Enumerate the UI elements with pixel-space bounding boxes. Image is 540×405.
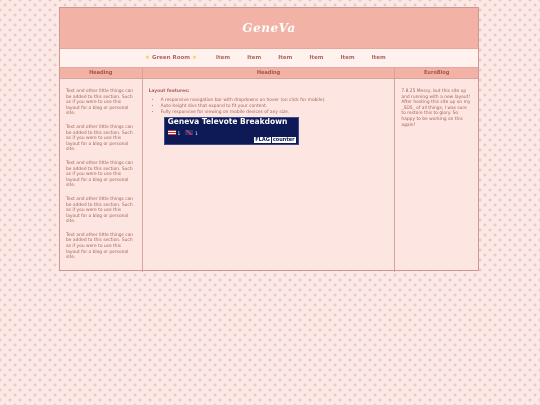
country-count: 1 xyxy=(177,131,181,136)
widget-title: Geneva Televote Breakdown xyxy=(167,117,288,126)
country-count: 1 xyxy=(195,131,198,136)
nav-item[interactable]: Item xyxy=(340,55,355,61)
nav-item[interactable]: Item xyxy=(371,55,386,61)
right-sidebar-heading: EuroBlog xyxy=(395,68,478,79)
flag-counter-suffix: counter xyxy=(272,137,295,143)
nav-home-label: Green Room xyxy=(151,55,190,61)
uk-flag-icon xyxy=(185,130,193,135)
euroblog-text: 7.8.25 Messy, but this site up and running with a new layout! After hosting this site up on my _SDS_ of all things, I was sure to restore this to glory. So happy to be working on this again! xyxy=(401,89,471,128)
us-flag-icon xyxy=(168,130,176,135)
sidebar-paragraph: Text and other little things can be added to this section. Such as if you were to use this layout for a blog or personal site. xyxy=(66,196,134,225)
sidebar-paragraph: Text and other little things can be added to this section. Such as if you were to use this layout for a blog or personal site. xyxy=(66,89,134,117)
content-columns xyxy=(60,68,478,272)
nav-home[interactable] xyxy=(143,55,199,61)
sidebar-paragraph: Text and other little things can be added to this section. Such as if you were to use this layout for a blog or personal site. xyxy=(66,124,134,153)
sidebar-paragraph: Text and other little things can be added to this section. Such as if you were to use this layout for a blog or personal site. xyxy=(66,160,134,189)
site-header xyxy=(60,8,478,49)
nav-item[interactable]: Item xyxy=(247,55,262,61)
sidebar-paragraph: Text and other little things can be added to this section. Such as if you were to use this layout for a blog or personal site. xyxy=(66,232,134,261)
country-entry xyxy=(168,130,181,137)
feature-item: • A responsive navigation bar with dropdowns on hover (on click for mobile). xyxy=(161,98,389,104)
nav-item[interactable]: Item xyxy=(278,55,293,61)
left-sidebar xyxy=(60,68,143,272)
right-sidebar xyxy=(395,68,478,272)
page-container xyxy=(59,7,479,271)
site-logo[interactable]: GeneVa xyxy=(242,21,296,35)
star-icon: ★ xyxy=(145,55,150,61)
feature-item: • Auto-height divs that expand to fit your content. xyxy=(161,104,389,110)
main-content xyxy=(143,68,396,272)
navigation-bar xyxy=(60,49,478,68)
flag-counter-prefix: FLAG xyxy=(255,137,270,143)
left-sidebar-content xyxy=(60,79,142,261)
country-row xyxy=(168,130,198,137)
nav-item[interactable]: Item xyxy=(309,55,324,61)
left-sidebar-heading: Heading xyxy=(60,68,142,79)
flag-counter-logo xyxy=(253,137,295,143)
nav-item[interactable]: Item xyxy=(215,55,231,61)
star-icon: ★ xyxy=(191,55,197,61)
features-label: Layout features: xyxy=(148,89,190,94)
main-heading: Heading xyxy=(143,68,395,79)
flag-counter-widget[interactable] xyxy=(164,117,299,145)
feature-item: • Fully responsive for viewing on mobile devices of any size. xyxy=(161,110,389,116)
main-body xyxy=(143,79,395,147)
country-entry xyxy=(185,130,198,137)
features-list xyxy=(149,98,389,116)
